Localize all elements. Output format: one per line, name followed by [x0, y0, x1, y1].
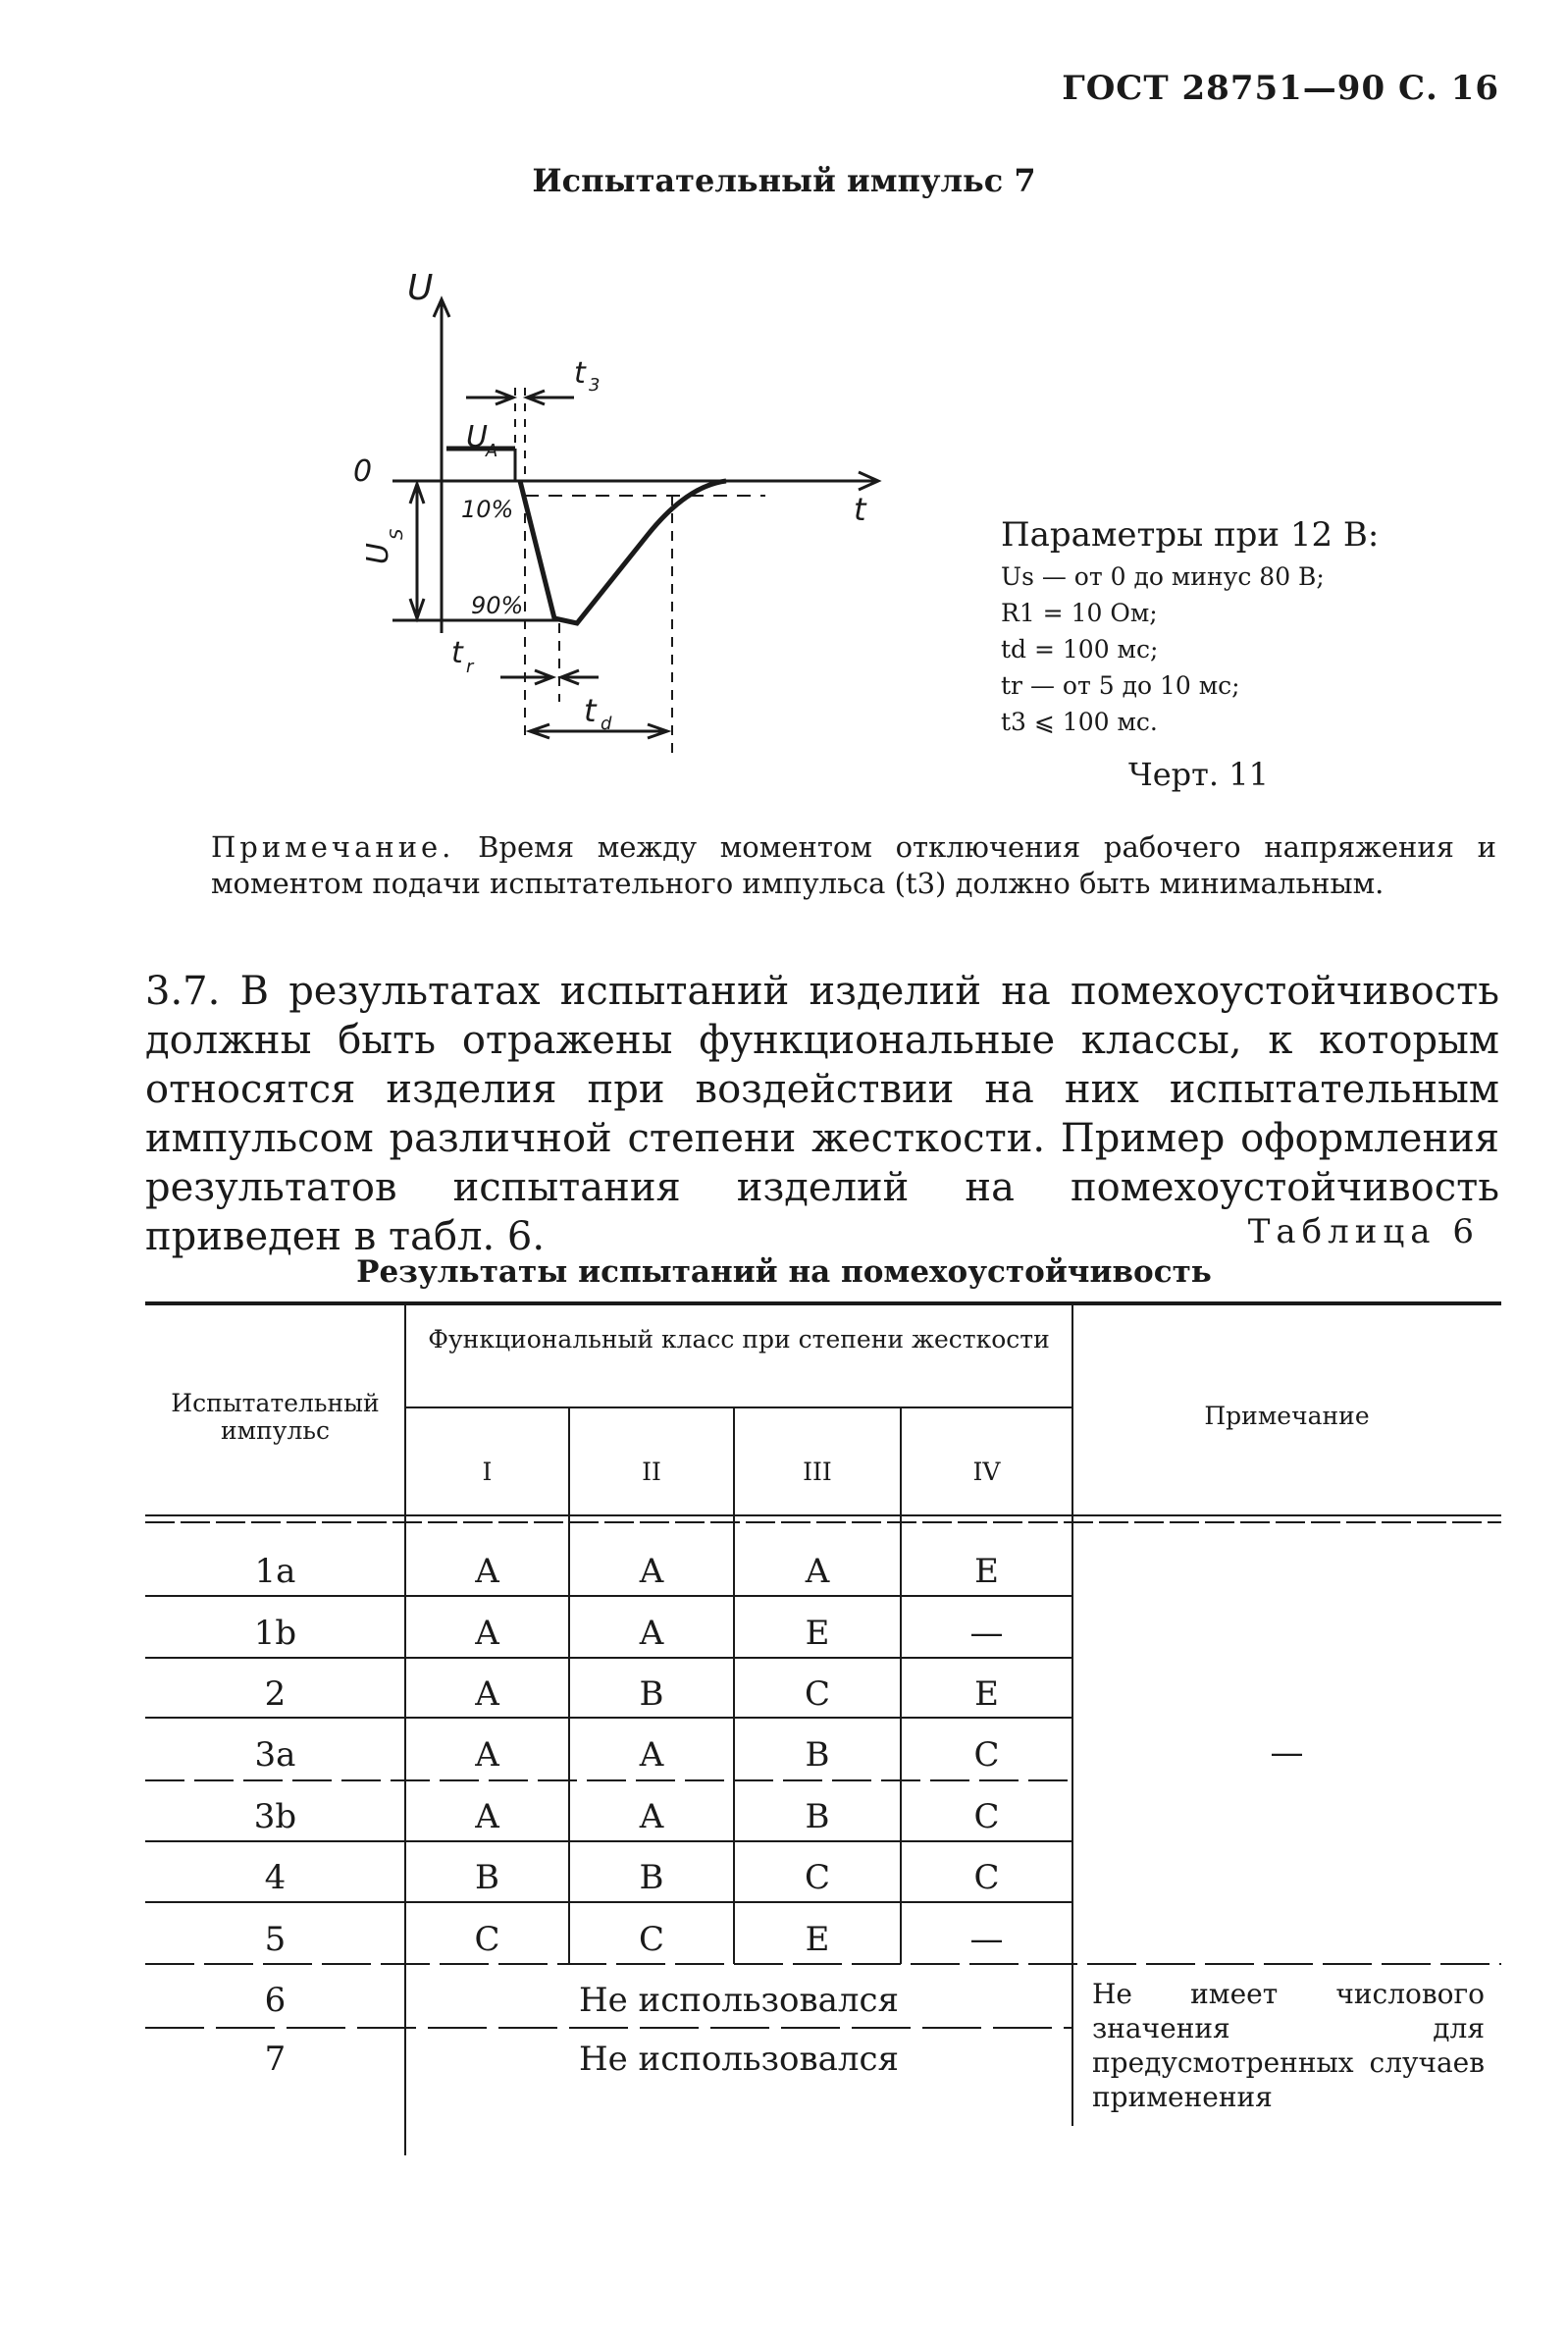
row-value: — — [969, 1614, 1004, 1653]
row-impulse: 2 — [264, 1674, 287, 1714]
row-value: A — [475, 1797, 499, 1836]
row-impulse: 1b — [253, 1614, 297, 1653]
parameters-block — [1001, 515, 1511, 740]
row-value: C — [474, 1920, 500, 1959]
header-note: Примечание — [1204, 1402, 1370, 1430]
p10-label: 10% — [461, 496, 514, 523]
note-body: Время между моментом отключения рабочего напряжения и моментом подачи испытательного импульса (t3) должно быть минимальным. — [211, 830, 1496, 900]
header-impulse: Испытательный импульс — [171, 1389, 380, 1445]
degree-4: IV — [972, 1458, 1001, 1486]
table-title: Результаты испытаний на помехоустойчивость — [356, 1254, 1212, 1290]
row-not-used: Не использовался — [578, 2040, 900, 2079]
row-value: C — [804, 1674, 830, 1714]
row-value: — — [969, 1920, 1004, 1959]
svg-text:U: U — [361, 543, 395, 564]
row-value: A — [475, 1614, 499, 1653]
param-line: tr — от 5 до 10 мс; — [1001, 671, 1240, 700]
page-header: ГОСТ 28751—90 С. 16 — [1062, 69, 1499, 108]
param-line: t3 ⩽ 100 мс. — [1001, 708, 1158, 736]
row-value: C — [973, 1735, 1000, 1775]
row-value: A — [639, 1614, 664, 1653]
note-dash: — — [1270, 1733, 1304, 1773]
row-value: C — [638, 1920, 664, 1959]
zero-label: 0 — [353, 454, 373, 489]
row-value: A — [805, 1552, 830, 1591]
section-title: Испытательный импульс 7 — [532, 162, 1036, 199]
t-axis-label: t — [854, 491, 866, 528]
degree-2: II — [642, 1458, 661, 1486]
row-value: C — [804, 1858, 830, 1897]
row-impulse: 3b — [253, 1797, 297, 1836]
svg-text:U: U — [466, 420, 488, 454]
note-text — [211, 829, 1496, 902]
row-not-used: Не использовался — [578, 1981, 900, 2020]
row-value: B — [805, 1735, 830, 1775]
row-value: E — [805, 1920, 830, 1959]
impulse-waveform — [520, 481, 726, 623]
note-lead: Примечание. — [211, 830, 455, 864]
param-line: R1 = 10 Ом; — [1001, 599, 1158, 627]
row-impulse: 6 — [264, 1981, 287, 2020]
svg-text:A: A — [486, 441, 498, 461]
u-label: U — [407, 268, 434, 308]
row-impulse: 4 — [264, 1858, 287, 1897]
param-line: td = 100 мс; — [1001, 635, 1159, 663]
svg-text:S: S — [387, 528, 407, 540]
row-impulse: 5 — [264, 1920, 287, 1959]
row-value: C — [973, 1858, 1000, 1897]
paragraph-3-7: 3.7. В результатах испытаний изделий на помехоустойчивость должны быть отражены функциональные классы, к которым относятся изделия при воздействии на них испытательным импульсом различной степени жесткости. Пример оформления результатов испытания изделий на помехоустойчивость приведен в табл. 6. — [145, 969, 1499, 1259]
table-caption: Таблица 6 — [1247, 1212, 1480, 1251]
row-impulse: 1a — [254, 1552, 296, 1591]
row-value: B — [639, 1674, 664, 1714]
row-value: A — [639, 1735, 664, 1775]
row-value: E — [805, 1614, 830, 1653]
row-value: B — [475, 1858, 499, 1897]
row-value: A — [639, 1797, 664, 1836]
row-value: B — [805, 1797, 830, 1836]
row-value: A — [639, 1552, 664, 1591]
svg-text:r: r — [466, 657, 474, 677]
row-impulse: 3a — [254, 1735, 296, 1775]
row-value: A — [475, 1552, 499, 1591]
impulse-diagram — [314, 260, 922, 770]
results-table — [145, 1301, 1501, 2155]
figure-caption: Черт. 11 — [1128, 756, 1269, 793]
svg-text:t: t — [451, 636, 463, 670]
note-no-value: Не имеет числового значения для предусмотренных случаев применения — [1092, 1978, 1485, 2113]
p90-label: 90% — [471, 592, 524, 619]
row-value: E — [974, 1552, 999, 1591]
row-impulse: 7 — [264, 2040, 287, 2079]
param-line: Us — от 0 до минус 80 В; — [1001, 562, 1325, 591]
row-value: A — [475, 1674, 499, 1714]
svg-text:t: t — [574, 356, 586, 391]
row-value: E — [974, 1674, 999, 1714]
svg-text:3: 3 — [589, 375, 601, 396]
parameters-heading: Параметры при 12 В: — [1001, 515, 1380, 555]
row-value: B — [639, 1858, 664, 1897]
degree-1: I — [482, 1458, 493, 1486]
svg-text:t: t — [584, 692, 597, 729]
degree-3: III — [803, 1458, 832, 1486]
svg-text:d: d — [601, 714, 612, 734]
header-functional-class: Функциональный класс при степени жесткости — [428, 1325, 1050, 1353]
row-value: C — [973, 1797, 1000, 1836]
row-value: A — [475, 1735, 499, 1775]
